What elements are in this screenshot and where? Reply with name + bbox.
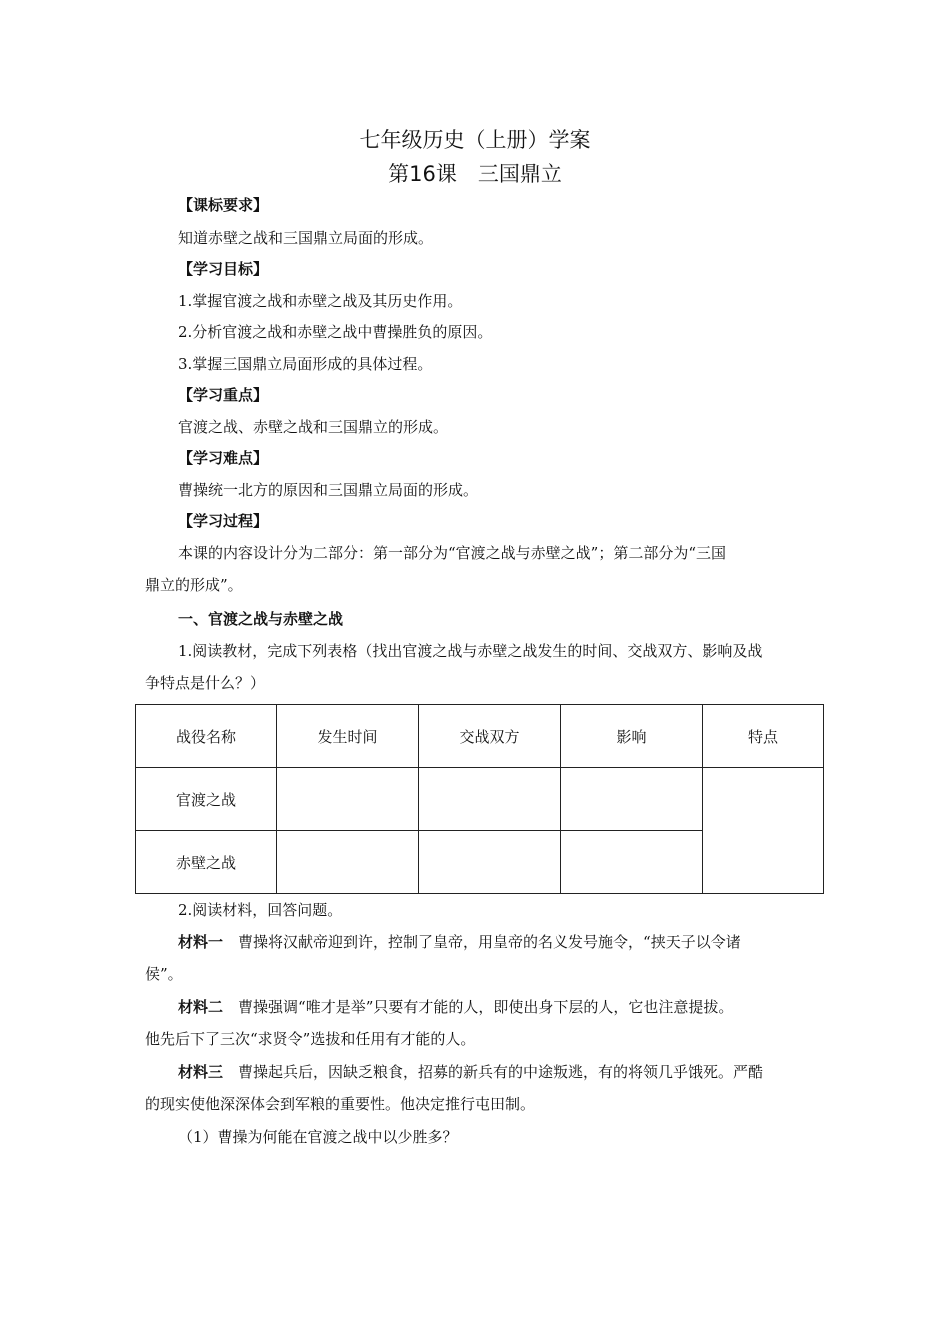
header-cell: 特点 — [703, 705, 824, 768]
question-1-line1: 1.阅读教材，完成下列表格（找出官渡之战与赤壁之战发生的时间、交战双方、影响及战 — [178, 642, 763, 660]
header-cell: 发生时间 — [277, 705, 419, 768]
difficulties-text: 曹操统一北方的原因和三国鼎立局面的形成。 — [178, 481, 479, 499]
battle-name-cell: 赤壁之战 — [136, 831, 277, 894]
curriculum-heading: 【课标要求】 — [178, 196, 269, 214]
question-1-line2: 争特点是什么？） — [145, 674, 266, 692]
material-label: 材料三 — [178, 1063, 224, 1081]
doc-title: 七年级历史（上册）学案 — [359, 128, 591, 152]
blank-cell[interactable] — [419, 768, 561, 831]
blank-cell[interactable] — [419, 831, 561, 894]
material-1-line2: 侯”。 — [145, 965, 183, 983]
material-3-line1 — [178, 1062, 858, 1082]
header-cell: 战役名称 — [136, 705, 277, 768]
key-points-heading: 【学习重点】 — [178, 386, 269, 404]
process-heading: 【学习过程】 — [178, 512, 269, 530]
material-text: 曹操起兵后，因缺乏粮食，招募的新兵有的中途叛逃，有的将领几乎饿死。严酷 — [238, 1063, 764, 1081]
question-2: 2.阅读材料，回答问题。 — [178, 901, 343, 919]
key-points-text: 官渡之战、赤壁之战和三国鼎立的形成。 — [178, 418, 449, 436]
process-intro-line1: 本课的内容设计分为二部分：第一部分为“官渡之战与赤壁之战”；第二部分为“三国 — [178, 544, 727, 562]
battle-name-cell: 官渡之战 — [136, 768, 277, 831]
process-intro-line2: 鼎立的形成”。 — [145, 576, 243, 594]
curriculum-text: 知道赤壁之战和三国鼎立局面的形成。 — [178, 229, 434, 247]
blank-cell[interactable] — [277, 831, 419, 894]
material-label: 材料一 — [178, 933, 224, 951]
material-text: 曹操将汉献帝迎到许，控制了皇帝，用皇帝的名义发号施令，“挟天子以令诸 — [238, 933, 741, 951]
doc-subtitle: 第16课 三国鼎立 — [388, 162, 562, 186]
material-text: 曹操强调“唯才是举”只要有才能的人，即使出身下层的人，它也注意提拔。 — [238, 998, 734, 1016]
objective-item: 3.掌握三国鼎立局面形成的具体过程。 — [178, 355, 433, 373]
header-cell: 影响 — [561, 705, 703, 768]
material-label: 材料二 — [178, 998, 224, 1016]
objective-item: 2.分析官渡之战和赤壁之战中曹操胜负的原因。 — [178, 323, 493, 341]
blank-merged-cell[interactable] — [703, 768, 824, 894]
difficulties-heading: 【学习难点】 — [178, 449, 269, 467]
material-2-line2: 他先后下了三次“求贤令”选拔和任用有才能的人。 — [145, 1030, 476, 1048]
material-1-line1 — [178, 932, 858, 952]
blank-cell[interactable] — [561, 831, 703, 894]
objectives-heading: 【学习目标】 — [178, 260, 269, 278]
table-row — [136, 768, 824, 831]
material-3-line2: 的现实使他深深体会到军粮的重要性。他决定推行屯田制。 — [145, 1095, 536, 1113]
blank-cell[interactable] — [561, 768, 703, 831]
part1-heading: 一、官渡之战与赤壁之战 — [178, 610, 344, 628]
battle-table — [135, 704, 824, 894]
objective-item: 1.掌握官渡之战和赤壁之战及其历史作用。 — [178, 292, 463, 310]
table-header-row — [136, 705, 824, 768]
blank-cell[interactable] — [277, 768, 419, 831]
sub-question-1: （1）曹操为何能在官渡之战中以少胜多？ — [178, 1128, 458, 1146]
material-2-line1 — [178, 997, 858, 1017]
header-cell: 交战双方 — [419, 705, 561, 768]
